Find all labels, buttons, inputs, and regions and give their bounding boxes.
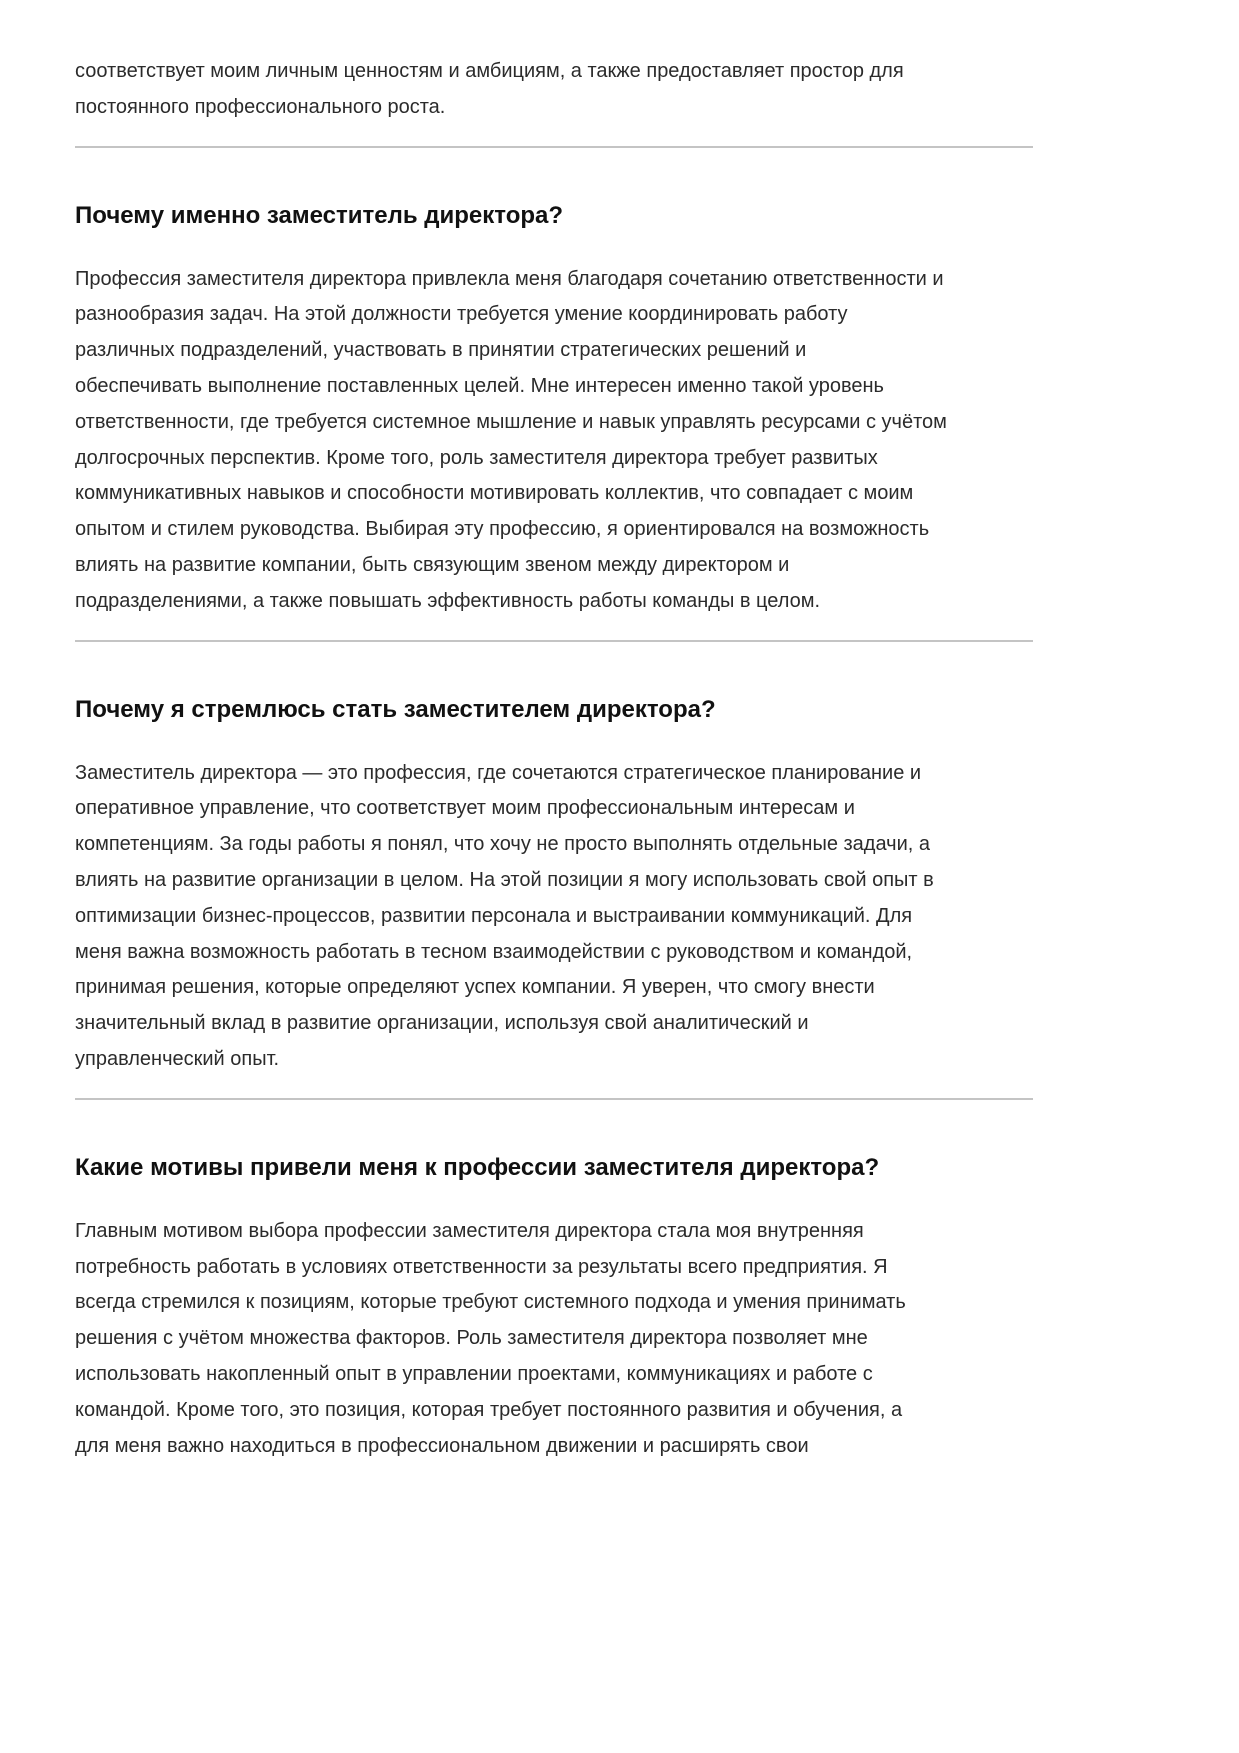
- section-heading: Почему я стремлюсь стать заместителем директора?: [75, 695, 716, 723]
- section-divider: [75, 1098, 1033, 1100]
- paragraph-line: соответствует моим личным ценностям и амбициям, а также предоставляет простор для: [75, 60, 904, 82]
- section-divider: [75, 146, 1033, 148]
- section-paragraph: [75, 262, 1033, 620]
- paragraph-line: Профессия заместителя директора привлекла меня благодаря сочетанию ответственности и: [75, 267, 944, 290]
- paragraph-line: Заместитель директора — это профессия, где сочетаются стратегическое планирование и: [75, 761, 922, 784]
- paragraph-line: всегда стремился к позициям, которые требуют системного подхода и умения принимать: [75, 1291, 906, 1314]
- paragraph-line: использовать накопленный опыт в управлении проектами, коммуникациях и работе с: [75, 1362, 873, 1385]
- paragraph-line: долгосрочных перспектив. Кроме того, роль заместителя директора требует развитых: [75, 446, 878, 469]
- paragraph-line: опытом и стилем руководства. Выбирая эту профессию, я ориентировался на возможность: [75, 518, 930, 541]
- paragraph-line: ответственности, где требуется системное мышление и навык управлять ресурсами с учётом: [75, 410, 947, 433]
- paragraph-line: потребность работать в условиях ответственности за результаты всего предприятия. Я: [75, 1255, 888, 1278]
- paragraph-line: принимая решения, которые определяют успех компании. Я уверен, что смогу внести: [75, 976, 875, 999]
- sections: [75, 146, 1033, 1465]
- section-paragraph: [75, 756, 1033, 1078]
- paragraph-line: командой. Кроме того, это позиция, которая требует постоянного развития и обучения, а: [75, 1398, 903, 1421]
- section-divider: [75, 640, 1033, 642]
- paragraph-line: решения с учётом множества факторов. Роль заместителя директора позволяет мне: [75, 1327, 868, 1350]
- section-heading: Какие мотивы привели меня к профессии заместителя директора?: [75, 1153, 880, 1181]
- paragraph-line: управленческий опыт.: [75, 1047, 280, 1070]
- paragraph-line: коммуникативных навыков и способности мотивировать коллектив, что совпадает с моим: [75, 482, 914, 505]
- paragraph-line: обеспечивать выполнение поставленных целей. Мне интересен именно такой уровень: [75, 374, 884, 397]
- paragraph-line: подразделениями, а также повышать эффективность работы команды в целом.: [75, 589, 821, 612]
- paragraph-line: компетенциям. За годы работы я понял, что хочу не просто выполнять отдельные задачи, а: [75, 833, 930, 856]
- paragraph-line: постоянного профессионального роста.: [75, 95, 446, 118]
- intro-paragraph: [75, 54, 1033, 126]
- paragraph-line: различных подразделений, участвовать в принятии стратегических решений и: [75, 339, 807, 362]
- paragraph-line: меня важна возможность работать в тесном взаимодействии с руководством и командой,: [75, 940, 913, 963]
- paragraph-line: разнообразия задач. На этой должности требуется умение координировать работу: [75, 303, 848, 326]
- paragraph-line: Главным мотивом выбора профессии заместителя директора стала моя внутренняя: [75, 1219, 864, 1242]
- paragraph-line: оптимизации бизнес-процессов, развитии персонала и выстраивании коммуникаций. Для: [75, 904, 913, 927]
- section-heading: Почему именно заместитель директора?: [75, 201, 564, 229]
- paragraph-line: для меня важно находиться в профессиональном движении и расширять свои: [75, 1434, 809, 1457]
- paragraph-line: значительный вклад в развитие организации, используя свой аналитический и: [75, 1012, 809, 1035]
- paragraph-line: влиять на развитие организации в целом. На этой позиции я могу использовать свой опыт в: [75, 868, 934, 891]
- section-paragraph: [75, 1214, 1033, 1465]
- paragraph-line: влиять на развитие компании, быть связующим звеном между директором и: [75, 553, 790, 576]
- paragraph-line: оперативное управление, что соответствует моим профессиональным интересам и: [75, 797, 855, 820]
